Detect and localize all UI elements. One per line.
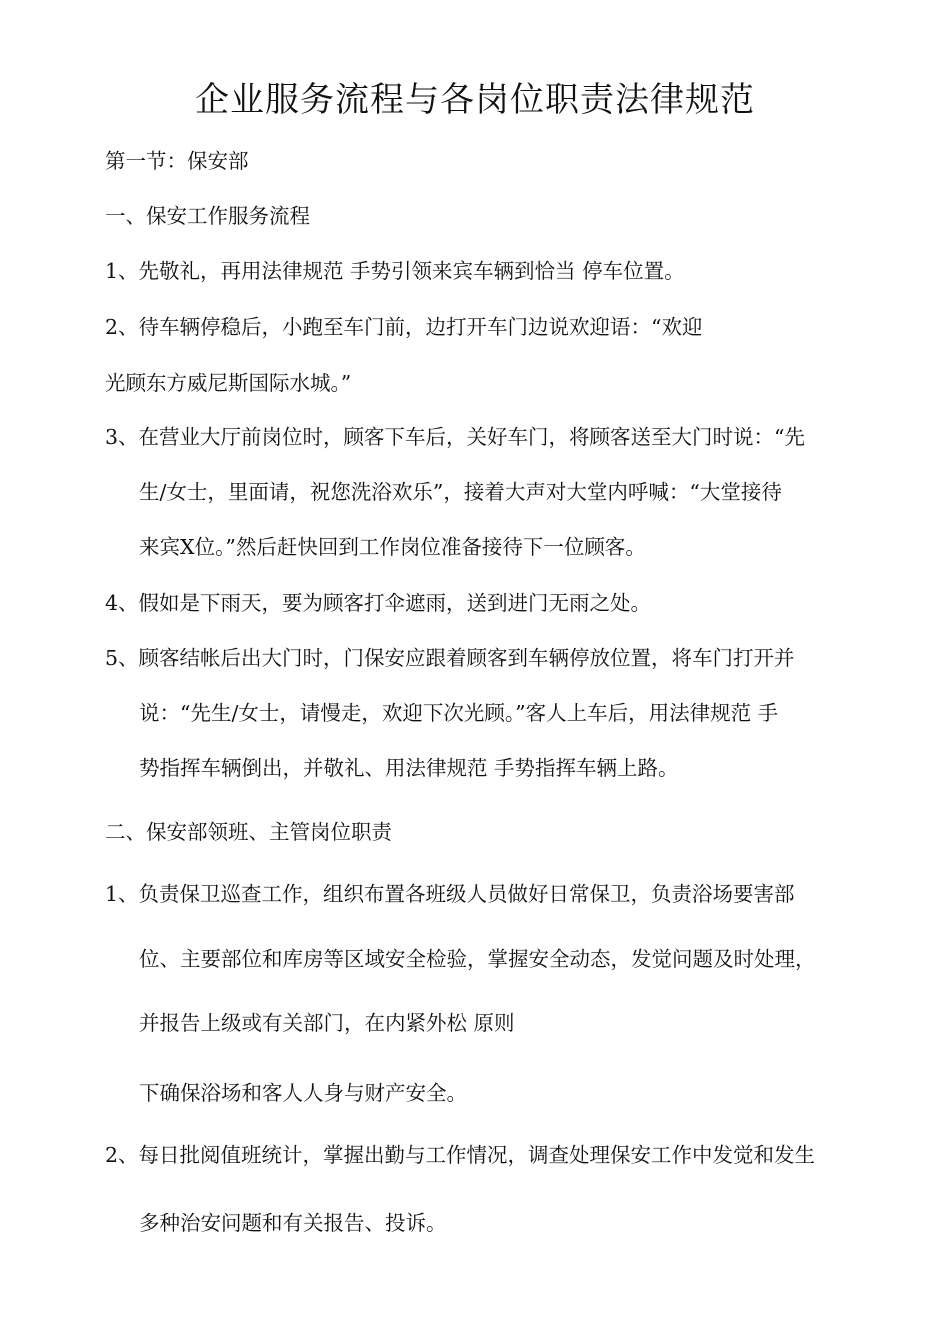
list-item-line: 4、假如是下雨天，要为顾客打伞遮雨，送到进门无雨之处。 xyxy=(105,591,652,615)
list-item-line: 并报告上级或有关部门，在内紧外松 原则 xyxy=(139,1011,515,1035)
list-item-line: 3、在营业大厅前岗位时，顾客下车后，关好车门，将顾客送至大门时说：“先 xyxy=(105,425,806,449)
list-item-line: 1、负责保卫巡查工作，组织布置各班级人员做好日常保卫，负责浴场要害部 xyxy=(105,882,795,906)
subsection-heading: 一、保安工作服务流程 xyxy=(105,204,310,228)
list-item-line: 生/女士，里面请，祝您洗浴欢乐”，接着大声对大堂内呼喊：“大堂接待 xyxy=(139,480,782,504)
list-item-line: 光顾东方威尼斯国际水城。” xyxy=(105,371,352,395)
list-item-line: 说：“先生/女士，请慢走，欢迎下次光顾。”客人上车后，用法律规范 手 xyxy=(139,701,779,725)
list-item-line: 位、主要部位和库房等区域安全检验，掌握安全动态，发觉问题及时处理， xyxy=(139,947,816,971)
list-item-line: 多种治安问题和有关报告、投诉。 xyxy=(139,1211,447,1235)
list-item-line: 来宾X位。”然后赶快回到工作岗位准备接待下一位顾客。 xyxy=(139,535,646,559)
list-item-line: 势指挥车辆倒出，并敬礼、用法律规范 手势指挥车辆上路。 xyxy=(139,756,679,780)
section-heading: 第一节：保安部 xyxy=(105,149,249,173)
list-item-line: 2、待车辆停稳后，小跑至车门前，边打开车门边说欢迎语：“欢迎 xyxy=(105,315,703,339)
list-item-line: 1、先敬礼，再用法律规范 手势引领来宾车辆到恰当 停车位置。 xyxy=(105,259,685,283)
list-item-line: 2、每日批阅值班统计，掌握出勤与工作情况，调查处理保安工作中发觉和发生 xyxy=(105,1143,816,1167)
subsection-heading: 二、保安部领班、主管岗位职责 xyxy=(105,820,392,844)
list-item-line: 下确保浴场和客人人身与财产安全。 xyxy=(139,1081,467,1105)
list-item-line: 5、顾客结帐后出大门时，门保安应跟着顾客到车辆停放位置，将车门打开并 xyxy=(105,646,795,670)
document-title: 企业服务流程与各岗位职责法律规范 xyxy=(195,80,755,120)
